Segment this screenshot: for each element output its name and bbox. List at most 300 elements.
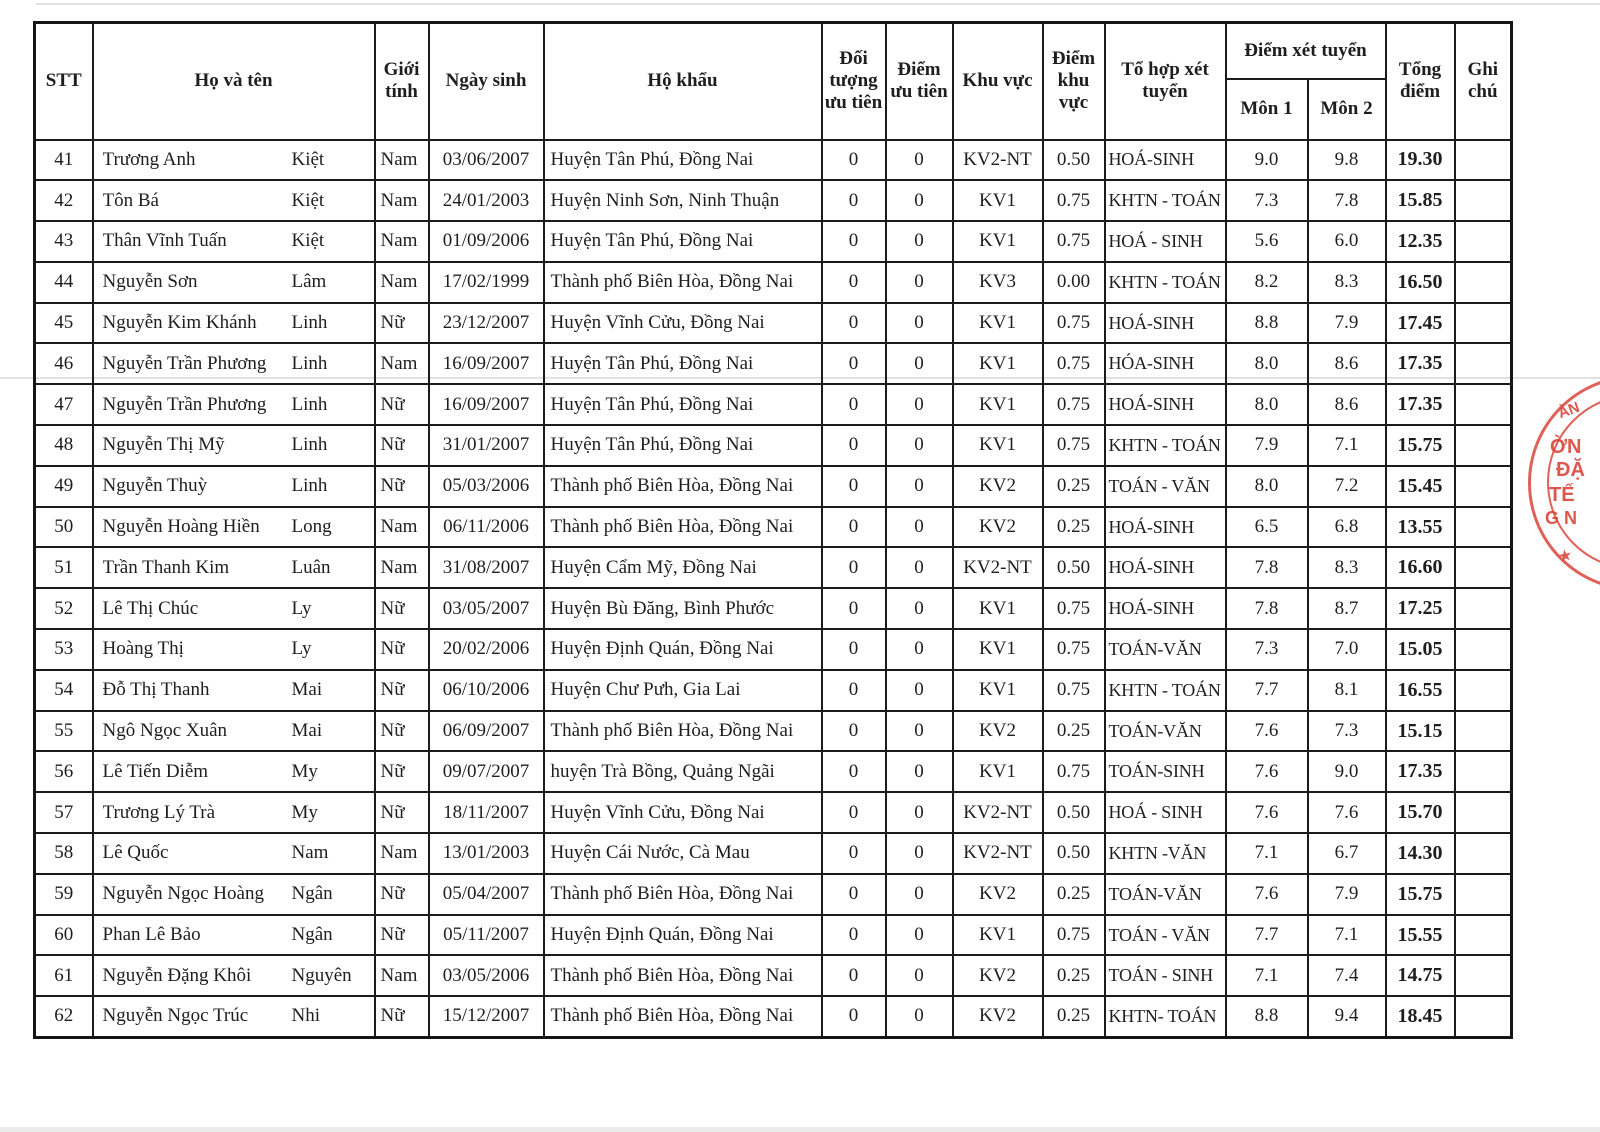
cell-total-score: 14.75 [1386,955,1455,996]
cell-priority-group: 0 [822,547,886,588]
cell-note [1455,466,1512,507]
cell-stt: 42 [35,180,93,221]
cell-priority-group: 0 [822,711,886,752]
cell-address: Thành phố Biên Hòa, Đồng Nai [544,955,822,996]
cell-name [93,262,375,303]
cell-note [1455,711,1512,752]
cell-note [1455,833,1512,874]
given-name: Linh [291,352,328,374]
cell-combination: HOÁ-SINH [1105,140,1226,181]
cell-combination: KHTN - TOÁN [1105,262,1226,303]
cell-dob: 17/02/1999 [429,262,544,303]
cell-stt: 55 [35,711,93,752]
cell-total-score: 17.25 [1386,588,1455,629]
cell-priority-score: 0 [886,711,953,752]
cell-dob: 31/01/2007 [429,425,544,466]
cell-name [93,874,375,915]
cell-note [1455,221,1512,262]
cell-combination: TOÁN-VĂN [1105,629,1226,670]
cell-priority-group: 0 [822,221,886,262]
col-header-address: Hộ khẩu [544,23,822,140]
given-name: My [291,760,318,782]
cell-subject1-score: 7.1 [1226,955,1308,996]
given-name: Linh [291,312,328,334]
stamp-text-fragment: ĐẶ [1556,459,1585,481]
cell-combination: HÓA-SINH [1105,343,1226,384]
cell-priority-score: 0 [886,221,953,262]
stamp-outer-ring-icon [1528,375,1600,591]
cell-name [93,629,375,670]
cell-note [1455,507,1512,548]
cell-stt: 58 [35,833,93,874]
cell-priority-score: 0 [886,343,953,384]
cell-priority-score: 0 [886,670,953,711]
cell-address: Huyện Tân Phú, Đồng Nai [544,343,822,384]
table-row [35,833,1512,874]
cell-priority-group: 0 [822,180,886,221]
cell-priority-score: 0 [886,588,953,629]
cell-address: Huyện Định Quán, Đồng Nai [544,915,822,956]
cell-stt: 61 [35,955,93,996]
cell-note [1455,303,1512,344]
cell-note [1455,262,1512,303]
cell-address: Huyện Tân Phú, Đồng Nai [544,425,822,466]
cell-gender: Nữ [375,915,429,956]
cell-priority-group: 0 [822,466,886,507]
cell-subject1-score: 7.3 [1226,629,1308,670]
cell-priority-group: 0 [822,588,886,629]
cell-dob: 09/07/2007 [429,751,544,792]
family-middle-name: Tôn Bá [102,189,159,211]
cell-priority-score: 0 [886,996,953,1037]
cell-subject2-score: 9.4 [1308,996,1386,1037]
cell-priority-group: 0 [822,262,886,303]
cell-name [93,384,375,425]
cell-stt: 57 [35,792,93,833]
cell-dob: 15/12/2007 [429,996,544,1037]
cell-note [1455,588,1512,629]
cell-address: Huyện Vĩnh Cửu, Đồng Nai [544,303,822,344]
cell-priority-group: 0 [822,507,886,548]
cell-total-score: 15.85 [1386,180,1455,221]
cell-name [93,792,375,833]
cell-name [93,466,375,507]
cell-gender: Nam [375,955,429,996]
cell-subject2-score: 7.4 [1308,955,1386,996]
cell-subject1-score: 8.2 [1226,262,1308,303]
cell-gender: Nữ [375,303,429,344]
table-row [35,221,1512,262]
cell-region-score: 0.75 [1043,670,1105,711]
cell-region: KV2-NT [953,833,1043,874]
given-name: Ly [291,597,312,619]
given-name: Kiệt [291,189,325,211]
cell-region: KV1 [953,425,1043,466]
table-row [35,955,1512,996]
cell-subject2-score: 7.2 [1308,466,1386,507]
cell-note [1455,955,1512,996]
cell-total-score: 15.05 [1386,629,1455,670]
cell-priority-group: 0 [822,303,886,344]
table-row [35,343,1512,384]
family-middle-name: Nguyễn Thuỳ [102,475,208,497]
cell-note [1455,547,1512,588]
cell-region: KV2-NT [953,140,1043,181]
cell-total-score: 15.70 [1386,792,1455,833]
cell-dob: 01/09/2006 [429,221,544,262]
cell-region: KV1 [953,180,1043,221]
table-row [35,915,1512,956]
cell-combination: HOÁ - SINH [1105,792,1226,833]
given-name: Kiệt [291,148,325,170]
scan-edge-line-bottom [0,1127,1600,1132]
cell-region: KV1 [953,303,1043,344]
given-name: Linh [291,434,328,456]
family-middle-name: Lê Tiến Diễm [102,760,209,782]
cell-dob: 03/05/2007 [429,588,544,629]
cell-total-score: 15.75 [1386,425,1455,466]
cell-dob: 06/09/2007 [429,711,544,752]
cell-region-score: 0.75 [1043,180,1105,221]
cell-subject1-score: 8.0 [1226,384,1308,425]
cell-subject1-score: 8.0 [1226,466,1308,507]
cell-gender: Nam [375,221,429,262]
col-header-region: Khu vực [953,23,1043,140]
cell-subject2-score: 9.0 [1308,751,1386,792]
given-name: Linh [291,475,328,497]
cell-total-score: 17.35 [1386,384,1455,425]
cell-gender: Nữ [375,751,429,792]
cell-region-score: 0.75 [1043,588,1105,629]
cell-subject1-score: 7.9 [1226,425,1308,466]
table-row [35,792,1512,833]
cell-dob: 24/01/2003 [429,180,544,221]
family-middle-name: Thân Vĩnh Tuấn [102,230,227,252]
cell-subject2-score: 8.6 [1308,343,1386,384]
cell-dob: 03/06/2007 [429,140,544,181]
cell-address: Huyện Định Quán, Đồng Nai [544,629,822,670]
cell-address: huyện Trà Bồng, Quảng Ngãi [544,751,822,792]
cell-gender: Nam [375,180,429,221]
given-name: Ngân [291,883,333,905]
cell-combination: KHTN - TOÁN [1105,180,1226,221]
cell-region: KV2 [953,466,1043,507]
cell-region: KV2 [953,996,1043,1037]
cell-address: Huyện Chư Pưh, Gia Lai [544,670,822,711]
cell-stt: 49 [35,466,93,507]
cell-subject2-score: 6.0 [1308,221,1386,262]
cell-subject2-score: 7.9 [1308,303,1386,344]
table-row [35,303,1512,344]
cell-gender: Nam [375,343,429,384]
cell-combination: TOÁN-VĂN [1105,874,1226,915]
cell-subject2-score: 8.1 [1308,670,1386,711]
cell-region-score: 0.75 [1043,751,1105,792]
cell-total-score: 15.55 [1386,915,1455,956]
cell-combination: KHTN - TOÁN [1105,425,1226,466]
cell-region: KV1 [953,915,1043,956]
family-middle-name: Nguyễn Ngọc Hoàng [102,883,264,905]
cell-region: KV1 [953,221,1043,262]
cell-total-score: 17.45 [1386,303,1455,344]
cell-region: KV2-NT [953,547,1043,588]
cell-subject1-score: 7.8 [1226,547,1308,588]
cell-priority-group: 0 [822,670,886,711]
stamp-text-fragment: TẾ [1549,484,1575,506]
cell-address: Huyện Cẩm Mỹ, Đồng Nai [544,547,822,588]
col-header-combination: Tổ hợp xét tuyển [1105,23,1226,140]
cell-subject1-score: 8.8 [1226,996,1308,1037]
stamp-text-fragment: ỜN [1550,436,1582,458]
cell-dob: 16/09/2007 [429,343,544,384]
cell-stt: 54 [35,670,93,711]
cell-subject1-score: 7.6 [1226,751,1308,792]
table-row [35,180,1512,221]
cell-priority-score: 0 [886,547,953,588]
cell-region: KV1 [953,751,1043,792]
cell-gender: Nữ [375,874,429,915]
cell-region-score: 0.25 [1043,874,1105,915]
cell-stt: 60 [35,915,93,956]
family-middle-name: Nguyễn Hoàng Hiền [102,516,260,538]
family-middle-name: Nguyễn Sơn [102,271,198,293]
table-row [35,670,1512,711]
cell-total-score: 17.35 [1386,343,1455,384]
cell-stt: 41 [35,140,93,181]
table-row [35,711,1512,752]
cell-region-score: 0.25 [1043,996,1105,1037]
table-row [35,629,1512,670]
cell-stt: 44 [35,262,93,303]
cell-region: KV3 [953,262,1043,303]
cell-priority-score: 0 [886,751,953,792]
cell-subject2-score: 9.8 [1308,140,1386,181]
cell-total-score: 16.55 [1386,670,1455,711]
table-row [35,547,1512,588]
cell-stt: 52 [35,588,93,629]
cell-priority-group: 0 [822,833,886,874]
cell-subject2-score: 7.8 [1308,180,1386,221]
cell-dob: 05/03/2006 [429,466,544,507]
cell-stt: 62 [35,996,93,1037]
cell-region-score: 0.75 [1043,629,1105,670]
cell-gender: Nữ [375,588,429,629]
table-row [35,996,1512,1037]
family-middle-name: Ngô Ngọc Xuân [102,720,228,742]
cell-priority-group: 0 [822,915,886,956]
cell-total-score: 17.35 [1386,751,1455,792]
cell-address: Thành phố Biên Hòa, Đồng Nai [544,711,822,752]
cell-region: KV2-NT [953,792,1043,833]
col-header-note: Ghi chú [1455,23,1512,140]
table-row [35,588,1512,629]
cell-stt: 56 [35,751,93,792]
cell-name [93,833,375,874]
cell-name [93,711,375,752]
cell-subject2-score: 8.6 [1308,384,1386,425]
cell-combination: HOÁ-SINH [1105,384,1226,425]
cell-combination: TOÁN - VĂN [1105,466,1226,507]
cell-note [1455,425,1512,466]
cell-stt: 43 [35,221,93,262]
cell-dob: 16/09/2007 [429,384,544,425]
cell-priority-score: 0 [886,507,953,548]
cell-gender: Nam [375,140,429,181]
table-row [35,507,1512,548]
admission-score-table [33,21,1513,1039]
cell-stt: 46 [35,343,93,384]
cell-note [1455,915,1512,956]
family-middle-name: Lê Quốc [102,842,169,864]
cell-priority-group: 0 [822,792,886,833]
cell-note [1455,180,1512,221]
cell-address: Thành phố Biên Hòa, Đồng Nai [544,262,822,303]
cell-total-score: 15.45 [1386,466,1455,507]
cell-region-score: 0.25 [1043,955,1105,996]
cell-region-score: 0.75 [1043,425,1105,466]
cell-gender: Nữ [375,629,429,670]
cell-priority-score: 0 [886,874,953,915]
cell-region: KV2 [953,874,1043,915]
family-middle-name: Hoàng Thị [102,638,184,660]
cell-priority-group: 0 [822,140,886,181]
col-header-subject2: Môn 2 [1308,79,1386,140]
cell-subject1-score: 9.0 [1226,140,1308,181]
cell-subject2-score: 7.0 [1308,629,1386,670]
cell-combination: TOÁN - SINH [1105,955,1226,996]
table-row [35,384,1512,425]
col-header-dob: Ngày sinh [429,23,544,140]
cell-subject1-score: 7.7 [1226,915,1308,956]
stamp-star-icon: ★ [1556,546,1574,567]
cell-region: KV1 [953,629,1043,670]
cell-dob: 05/11/2007 [429,915,544,956]
cell-gender: Nữ [375,384,429,425]
cell-priority-group: 0 [822,384,886,425]
given-name: Nguyên [291,964,352,986]
cell-dob: 31/08/2007 [429,547,544,588]
cell-note [1455,670,1512,711]
cell-priority-group: 0 [822,629,886,670]
cell-dob: 05/04/2007 [429,874,544,915]
cell-subject2-score: 8.7 [1308,588,1386,629]
cell-stt: 50 [35,507,93,548]
col-header-stt: STT [35,23,93,140]
cell-region-score: 0.75 [1043,303,1105,344]
cell-priority-score: 0 [886,425,953,466]
family-middle-name: Nguyễn Kim Khánh [102,312,257,334]
cell-gender: Nữ [375,466,429,507]
cell-priority-score: 0 [886,262,953,303]
cell-region-score: 0.25 [1043,507,1105,548]
cell-address: Huyện Tân Phú, Đồng Nai [544,384,822,425]
cell-gender: Nam [375,547,429,588]
cell-address: Huyện Cái Nước, Cà Mau [544,833,822,874]
given-name: Mai [291,720,323,742]
cell-priority-score: 0 [886,629,953,670]
cell-name [93,303,375,344]
cell-combination: HOÁ-SINH [1105,507,1226,548]
cell-note [1455,384,1512,425]
cell-region-score: 0.50 [1043,833,1105,874]
col-header-admission-scores: Điểm xét tuyển [1226,23,1386,79]
cell-gender: Nam [375,262,429,303]
cell-stt: 51 [35,547,93,588]
cell-gender: Nữ [375,996,429,1037]
stamp-arc-text: ÀN [1555,398,1582,423]
given-name: Mai [291,679,323,701]
cell-subject1-score: 7.6 [1226,711,1308,752]
cell-total-score: 12.35 [1386,221,1455,262]
cell-region-score: 0.50 [1043,140,1105,181]
cell-region-score: 0.00 [1043,262,1105,303]
table-row [35,874,1512,915]
cell-subject2-score: 6.8 [1308,507,1386,548]
cell-priority-group: 0 [822,874,886,915]
family-middle-name: Phan Lê Bảo [102,924,201,946]
cell-combination: TOÁN - VĂN [1105,915,1226,956]
cell-name [93,915,375,956]
cell-region: KV2 [953,955,1043,996]
family-middle-name: Trần Thanh Kim [102,556,230,578]
cell-priority-group: 0 [822,955,886,996]
cell-subject1-score: 6.5 [1226,507,1308,548]
cell-combination: TOÁN-VĂN [1105,711,1226,752]
cell-subject2-score: 8.3 [1308,262,1386,303]
cell-stt: 48 [35,425,93,466]
cell-address: Huyện Tân Phú, Đồng Nai [544,140,822,181]
cell-priority-score: 0 [886,384,953,425]
cell-name [93,547,375,588]
cell-total-score: 13.55 [1386,507,1455,548]
cell-priority-group: 0 [822,996,886,1037]
cell-name [93,507,375,548]
cell-subject2-score: 7.1 [1308,425,1386,466]
cell-address: Thành phố Biên Hòa, Đồng Nai [544,507,822,548]
cell-address: Huyện Ninh Sơn, Ninh Thuận [544,180,822,221]
cell-priority-score: 0 [886,833,953,874]
family-middle-name: Trương Anh [102,148,196,170]
table-row [35,466,1512,507]
cell-region: KV1 [953,384,1043,425]
cell-gender: Nữ [375,670,429,711]
cell-gender: Nam [375,507,429,548]
cell-address: Thành phố Biên Hòa, Đồng Nai [544,874,822,915]
cell-region-score: 0.75 [1043,915,1105,956]
cell-name [93,140,375,181]
cell-combination: KHTN- TOÁN [1105,996,1226,1037]
cell-note [1455,996,1512,1037]
cell-region: KV1 [953,343,1043,384]
cell-note [1455,792,1512,833]
table-row [35,751,1512,792]
cell-stt: 53 [35,629,93,670]
stamp-text-fragment: G N [1545,508,1578,528]
cell-note [1455,751,1512,792]
family-middle-name: Đỗ Thị Thanh [102,679,210,701]
cell-dob: 03/05/2006 [429,955,544,996]
cell-combination: TOÁN-SINH [1105,751,1226,792]
cell-subject1-score: 7.8 [1226,588,1308,629]
table-row [35,262,1512,303]
cell-priority-score: 0 [886,140,953,181]
table-body [35,140,1512,1038]
cell-region-score: 0.75 [1043,221,1105,262]
cell-priority-score: 0 [886,955,953,996]
cell-region-score: 0.50 [1043,792,1105,833]
cell-name [93,996,375,1037]
cell-combination: HOÁ - SINH [1105,221,1226,262]
